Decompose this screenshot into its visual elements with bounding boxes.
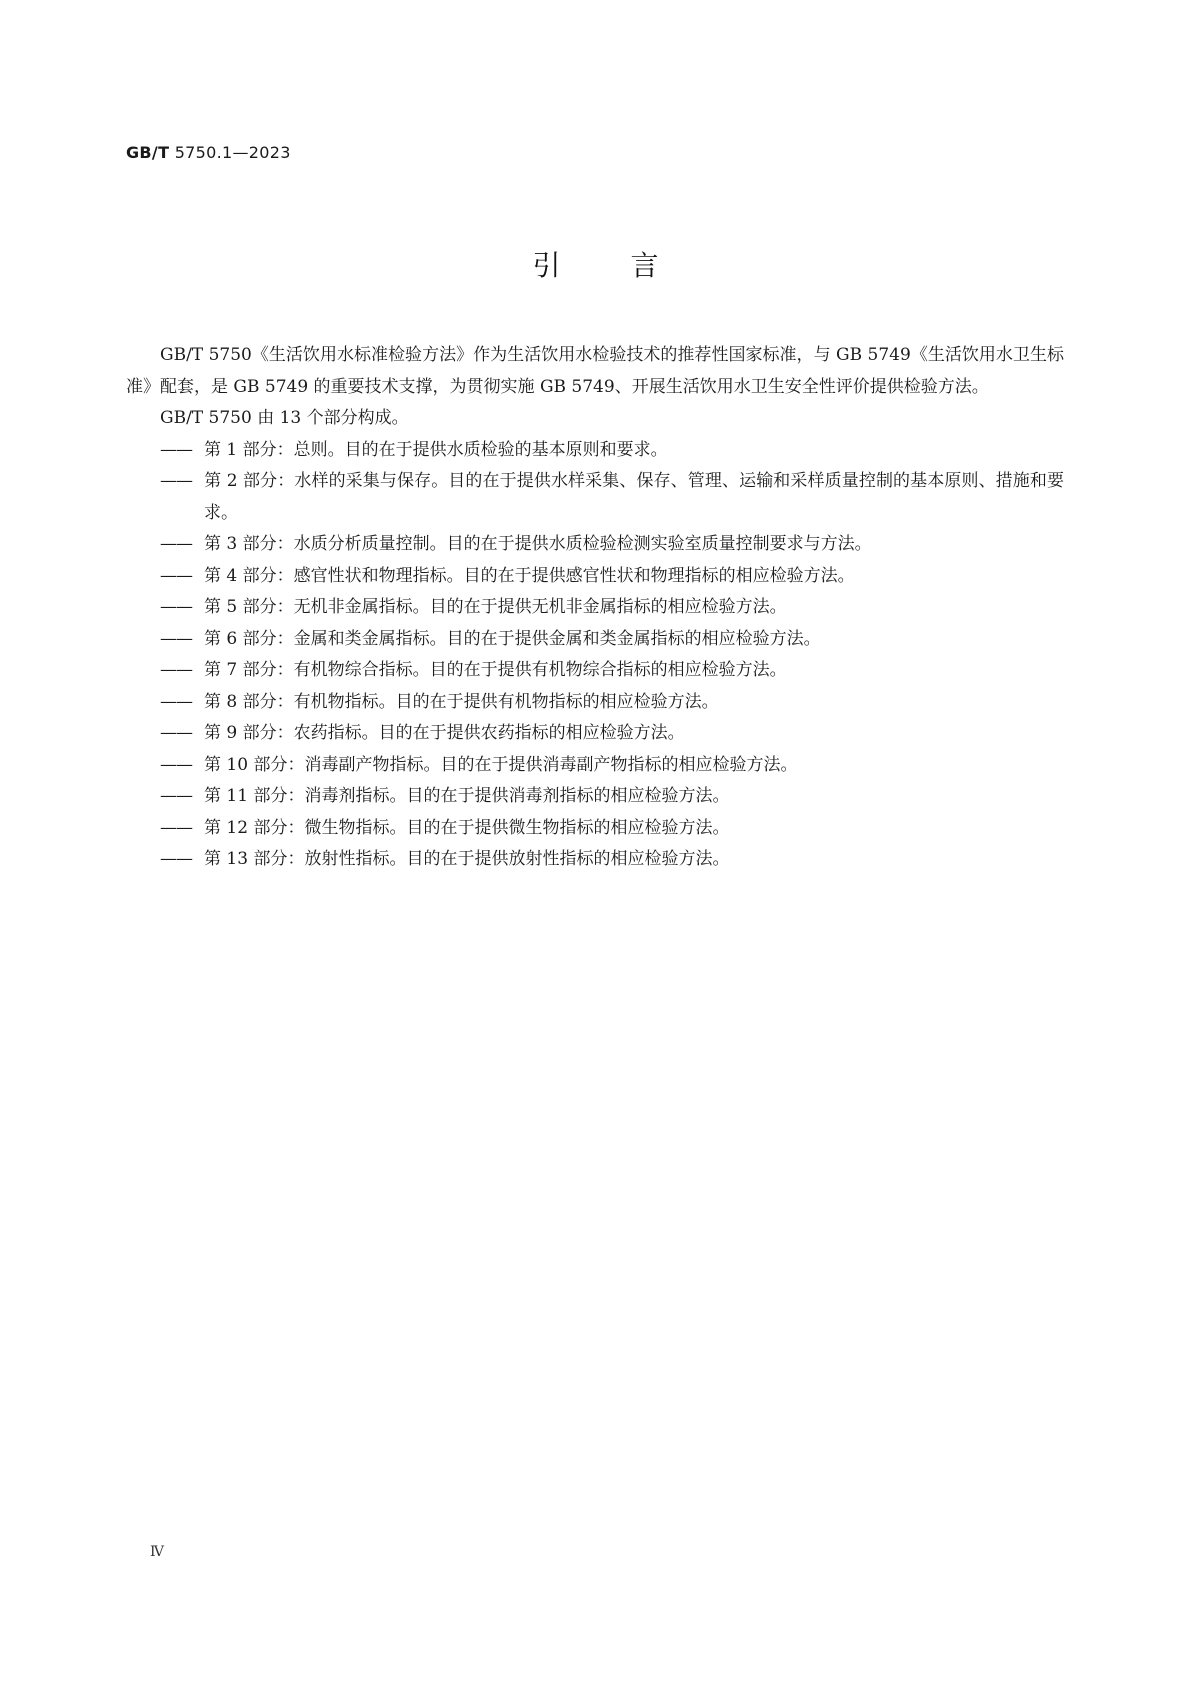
list-item-text: 第 4 部分：感官性状和物理指标。目的在于提供感官性状和物理指标的相应检验方法。 <box>204 565 855 586</box>
list-item <box>126 529 1064 561</box>
list-item-text: 第 1 部分：总则。目的在于提供水质检验的基本原则和要求。 <box>204 439 668 460</box>
list-item <box>126 561 1064 593</box>
list-dash: —— <box>160 597 192 617</box>
document-code <box>126 143 291 162</box>
intro-paragraph-2: GB/T 5750 由 13 个部分构成。 <box>160 408 409 428</box>
list-dash: —— <box>160 849 192 869</box>
intro-paragraph-1: GB/T 5750《生活饮用水标准检验方法》作为生活饮用水检验技术的推荐性国家标准，与 GB 5749《生活饮用水卫生标准》配套，是 GB 5749 的重要技术支撑，为贯彻实施 GB 5749、开展生活饮用水卫生安全性评价提供检验方法。 <box>126 345 1064 397</box>
list-dash: —— <box>160 817 192 838</box>
list-dash: —— <box>160 723 192 743</box>
list-item <box>126 655 1064 687</box>
list-item-text: 第 2 部分：水样的采集与保存。目的在于提供水样采集、保存、管理、运输和采样质量控制的基本原则、措施和要求。 <box>204 471 1064 523</box>
page-number: Ⅳ <box>150 1544 164 1560</box>
list-dash: —— <box>160 660 192 680</box>
list-item-text: 第 9 部分：农药指标。目的在于提供农药指标的相应检验方法。 <box>204 723 685 743</box>
parts-list <box>126 435 1064 876</box>
list-dash: —— <box>160 471 192 491</box>
list-item <box>126 750 1064 782</box>
list-dash: —— <box>160 628 192 649</box>
list-dash: —— <box>160 534 192 554</box>
list-item <box>126 435 1064 467</box>
list-item <box>126 718 1064 750</box>
introduction-body <box>126 340 1064 876</box>
list-item-text: 第 11 部分：消毒剂指标。目的在于提供消毒剂指标的相应检验方法。 <box>204 786 730 806</box>
list-item-text: 第 3 部分：水质分析质量控制。目的在于提供水质检验检测实验室质量控制要求与方法。 <box>204 534 872 554</box>
list-dash: —— <box>160 691 192 712</box>
list-item <box>126 844 1064 876</box>
list-item-text: 第 13 部分：放射性指标。目的在于提供放射性指标的相应检验方法。 <box>204 849 730 869</box>
list-item <box>126 592 1064 624</box>
document-code-number: 5750.1—2023 <box>174 143 291 162</box>
list-item <box>126 624 1064 656</box>
list-dash: —— <box>160 786 192 806</box>
list-item <box>126 466 1064 529</box>
list-item <box>126 687 1064 719</box>
list-dash: —— <box>160 439 192 460</box>
list-item-text: 第 7 部分：有机物综合指标。目的在于提供有机物综合指标的相应检验方法。 <box>204 660 787 680</box>
list-dash: —— <box>160 754 192 775</box>
list-item-text: 第 6 部分：金属和类金属指标。目的在于提供金属和类金属指标的相应检验方法。 <box>204 628 821 649</box>
list-item-text: 第 5 部分：无机非金属指标。目的在于提供无机非金属指标的相应检验方法。 <box>204 597 787 617</box>
list-item <box>126 781 1064 813</box>
list-item-text: 第 10 部分：消毒副产物指标。目的在于提供消毒副产物指标的相应检验方法。 <box>204 754 798 775</box>
list-item-text: 第 8 部分：有机物指标。目的在于提供有机物指标的相应检验方法。 <box>204 691 719 712</box>
list-item <box>126 813 1064 845</box>
page-title: 引言 <box>532 249 729 282</box>
list-dash: —— <box>160 565 192 586</box>
document-code-prefix: GB/T <box>126 143 170 162</box>
list-item-text: 第 12 部分：微生物指标。目的在于提供微生物指标的相应检验方法。 <box>204 817 730 838</box>
